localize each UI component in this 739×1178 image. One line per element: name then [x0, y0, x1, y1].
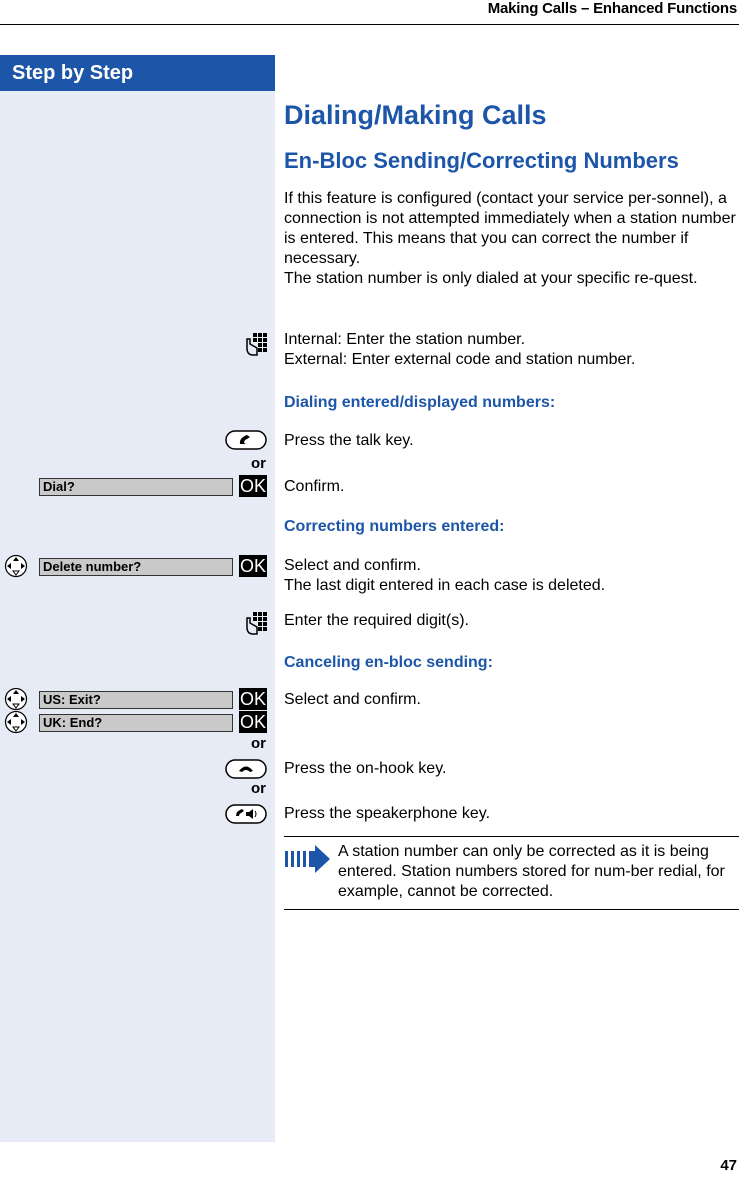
correcting-line-2: The last digit entered in each case is deleted.	[284, 577, 606, 594]
speakerphone-key-icon	[225, 804, 267, 824]
on-hook-text: Press the on-hook key.	[284, 760, 447, 777]
intro-paragraph-2: The station number is only dialed at your specific re-quest.	[284, 270, 698, 287]
display-delete-number[interactable]: Delete number?	[39, 558, 233, 576]
display-us-exit[interactable]: US: Exit?	[39, 691, 233, 709]
note-rule-top	[284, 836, 739, 837]
correcting-line-1: Select and confirm.	[284, 557, 421, 574]
correcting-text	[284, 556, 736, 596]
navigator-icon	[4, 554, 28, 578]
display-dial[interactable]: Dial?	[39, 478, 233, 496]
keypad-icon	[245, 333, 267, 357]
navigator-icon	[4, 710, 28, 734]
enter-number-text	[284, 330, 736, 370]
ok-button[interactable]: OK	[239, 689, 266, 709]
or-label: or	[251, 735, 266, 752]
or-label: or	[251, 455, 266, 472]
section-subtitle: En-Bloc Sending/Correcting Numbers	[284, 148, 679, 173]
section-title: Dialing/Making Calls	[284, 100, 547, 130]
select-confirm-text: Select and confirm.	[284, 691, 421, 708]
or-label: or	[251, 780, 266, 797]
note-rule-bottom	[284, 909, 739, 910]
talk-key-icon	[225, 430, 267, 450]
ok-button[interactable]: OK	[239, 556, 266, 576]
display-uk-end[interactable]: UK: End?	[39, 714, 233, 732]
correcting-heading: Correcting numbers entered:	[284, 518, 505, 535]
enter-external: External: Enter external code and station number.	[284, 351, 636, 368]
speakerphone-text: Press the speakerphone key.	[284, 805, 491, 822]
talk-key-text: Press the talk key.	[284, 432, 414, 449]
page-number: 47	[720, 1157, 737, 1174]
navigator-icon	[4, 687, 28, 711]
canceling-heading: Canceling en-bloc sending:	[284, 654, 493, 671]
note-text: A station number can only be corrected as it is being entered. Station numbers stored for num-ber redial, for example, cannot be corrected.	[338, 843, 725, 900]
ok-button[interactable]: OK	[239, 712, 266, 732]
intro-paragraph-1: If this feature is configured (contact your service per-sonnel), a connection is not attempted immediately when a station number is entered. This means that you can correct the number if necessary.	[284, 190, 736, 267]
step-sidebar	[0, 55, 275, 1142]
confirm-text: Confirm.	[284, 478, 345, 495]
enter-digits-text: Enter the required digit(s).	[284, 612, 469, 629]
enter-internal: Internal: Enter the station number.	[284, 331, 526, 348]
header-rule	[0, 24, 739, 25]
sidebar-title: Step by Step	[0, 55, 275, 91]
on-hook-key-icon	[225, 759, 267, 779]
dialing-heading: Dialing entered/displayed numbers:	[284, 394, 556, 411]
note-arrow-icon	[285, 843, 331, 875]
intro-text	[284, 189, 736, 289]
ok-button[interactable]: OK	[239, 476, 266, 496]
keypad-icon	[245, 612, 267, 636]
running-header: Making Calls – Enhanced Functions	[487, 0, 737, 17]
